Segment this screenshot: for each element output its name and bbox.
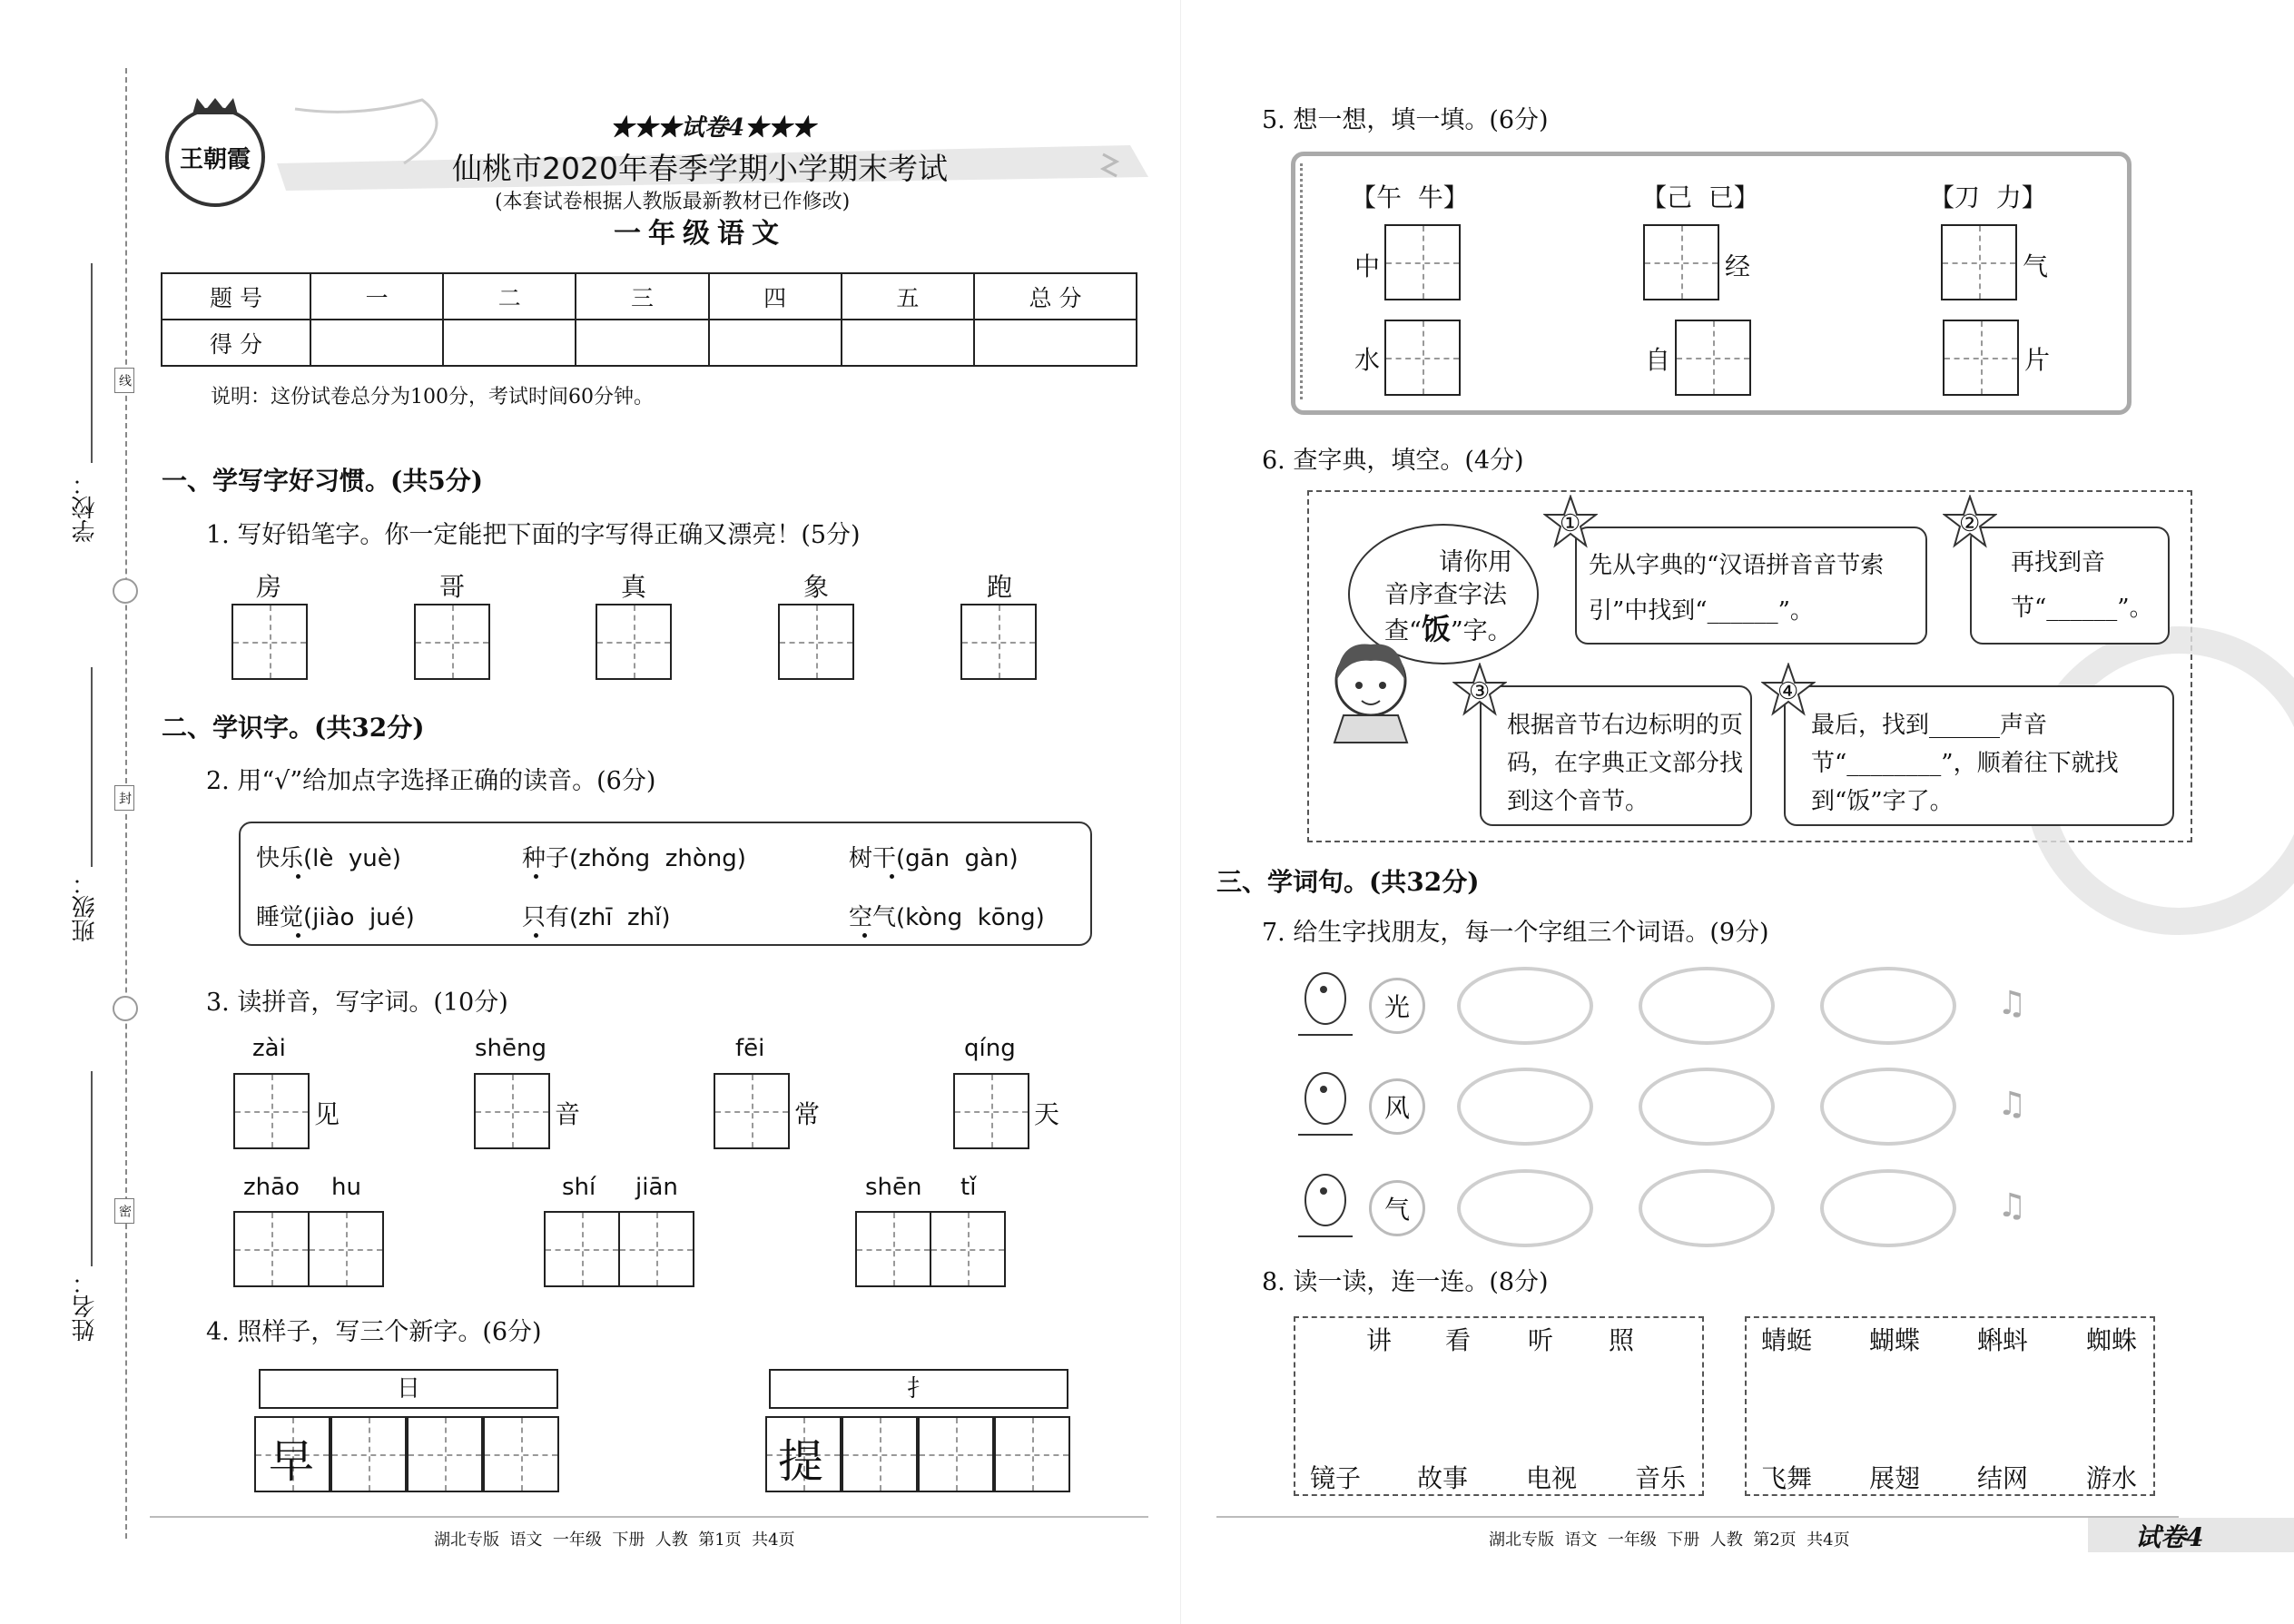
page-divider	[1180, 0, 1181, 1624]
q1-title: 1. 写好铅笔字。你一定能把下面的字写得正确又漂亮！(5分)	[206, 521, 861, 549]
binding-mark-line: 线	[114, 368, 134, 393]
q7-answer-oval[interactable]	[1820, 967, 1956, 1045]
step1-text: 先从字典的“汉语拼音音节索引”中找到“______”。	[1589, 552, 1885, 625]
bird-icon	[1289, 1164, 1362, 1245]
q3-word-part: 常	[794, 1099, 821, 1129]
q4-radical: 日	[396, 1375, 420, 1403]
q5-char: 中	[1354, 251, 1381, 281]
q3-writing-box[interactable]	[618, 1211, 694, 1287]
step2-num: ②	[1959, 510, 1981, 537]
q3-pinyin: hu	[331, 1174, 361, 1201]
q7-char: 光	[1369, 978, 1425, 1034]
q5-char: 自	[1645, 345, 1671, 375]
right-bottom-line	[1216, 1516, 2179, 1518]
q5-writing-box[interactable]	[1675, 320, 1751, 396]
score-input[interactable]	[310, 320, 443, 366]
emphasis-dot	[890, 874, 894, 879]
q2-item[interactable]: 空气(kòng kōng)	[849, 904, 1045, 931]
music-note-icon: ♫	[1997, 1187, 2027, 1225]
q3-pinyin: shēng	[475, 1035, 547, 1062]
logo	[165, 107, 265, 207]
q3-word-part: 见	[314, 1099, 340, 1129]
instructions: 说明：这份试卷总分为100分，考试时间60分钟。	[211, 386, 654, 408]
q1-writing-box[interactable]	[596, 604, 672, 680]
q3-pinyin: fēi	[735, 1035, 765, 1062]
q3-pinyin: zài	[252, 1035, 286, 1062]
score-value-row	[162, 320, 1137, 366]
school-line	[91, 263, 93, 463]
section1-title: 一、学写字好习惯。(共5分)	[162, 466, 483, 496]
q4-writing-box[interactable]	[407, 1416, 483, 1492]
step3-text: 根据音节右边标明的页码，在字典正文部分找到这个音节。	[1507, 712, 1744, 815]
emphasis-dot	[534, 874, 538, 879]
bubble-text-a: 查“	[1384, 617, 1422, 645]
binding-mark-secret: 密	[114, 1198, 134, 1224]
q8-word[interactable]: 听	[1528, 1325, 1554, 1355]
footer-left: 湖北专版 语文 一年级 下册 人教 第1页 共4页	[434, 1530, 795, 1550]
q8-word[interactable]: 镜子	[1310, 1463, 1362, 1493]
q2-item[interactable]: 快乐(lè yuè)	[256, 845, 401, 872]
q1-writing-box[interactable]	[414, 604, 490, 680]
bubble-text: 请你用	[1439, 548, 1512, 576]
q5-writing-box[interactable]	[1943, 320, 2019, 396]
score-input[interactable]	[443, 320, 576, 366]
q1-char: 真	[621, 572, 647, 602]
q3-writing-box[interactable]	[474, 1073, 550, 1149]
q8-word[interactable]: 蜘蛛	[2086, 1325, 2138, 1355]
girl-illustration	[1321, 635, 1421, 744]
q2-item[interactable]: 种子(zhǒng zhòng)	[522, 845, 746, 872]
q4-writing-box[interactable]	[330, 1416, 407, 1492]
q7-answer-oval[interactable]	[1639, 1068, 1775, 1146]
q3-pinyin: qíng	[964, 1035, 1016, 1062]
emphasis-dot	[534, 933, 538, 938]
q3-writing-box[interactable]	[714, 1073, 790, 1149]
q3-pinyin: shēn	[865, 1174, 922, 1201]
q7-answer-oval[interactable]	[1457, 1068, 1593, 1146]
q3-writing-box[interactable]	[233, 1073, 310, 1149]
q4-example-char: 提	[778, 1435, 823, 1488]
q5-char: 经	[1725, 251, 1751, 281]
music-note-icon: ♫	[1997, 1086, 2027, 1123]
q4-writing-box[interactable]	[918, 1416, 994, 1492]
q3-word-part: 音	[555, 1099, 581, 1129]
binding-mark-seal: 封	[114, 785, 134, 811]
q7-char: 气	[1369, 1180, 1425, 1236]
q8-word[interactable]: 故事	[1417, 1463, 1469, 1493]
q1-char: 跑	[987, 572, 1013, 602]
section3-title: 三、学词句。(共32分)	[1216, 867, 1480, 897]
q2-item[interactable]: 只有(zhī zhǐ)	[522, 904, 671, 931]
score-header-row	[162, 273, 1137, 320]
q4-radical-box	[769, 1369, 1068, 1409]
q2-title: 2. 用“√”给加点字选择正确的读音。(6分)	[206, 767, 656, 795]
emphasis-dot	[296, 874, 300, 879]
q4-writing-box[interactable]	[483, 1416, 559, 1492]
q7-answer-oval[interactable]	[1820, 1169, 1956, 1247]
q1-writing-box[interactable]	[231, 604, 308, 680]
q8-word[interactable]: 展翅	[1869, 1463, 1921, 1493]
q5-title: 5. 想一想，填一填。(6分)	[1262, 106, 1549, 134]
bubble-text: 音序查字法	[1384, 581, 1507, 609]
q4-radical: 扌	[906, 1375, 930, 1403]
q7-answer-oval[interactable]	[1639, 1169, 1775, 1247]
step2-text: 再找到音节“______”。	[2011, 549, 2153, 622]
q8-word[interactable]: 照	[1609, 1325, 1635, 1355]
q8-word[interactable]: 结网	[1977, 1463, 2029, 1493]
name-line	[91, 1071, 93, 1266]
q5-writing-box[interactable]	[1384, 224, 1461, 300]
q5-char: 水	[1354, 345, 1381, 375]
q7-answer-oval[interactable]	[1457, 1169, 1593, 1247]
step3-num: ③	[1469, 678, 1491, 705]
q6-title: 6. 查字典，填空。(4分)	[1262, 447, 1524, 475]
q5-spiral	[1300, 163, 1310, 399]
bird-icon	[1289, 1062, 1362, 1144]
q8-word[interactable]: 看	[1445, 1325, 1472, 1355]
q8-word[interactable]: 音乐	[1635, 1463, 1687, 1493]
emphasis-dot	[862, 933, 867, 938]
q1-char: 象	[803, 572, 830, 602]
q1-writing-box[interactable]	[960, 604, 1037, 680]
q8-word[interactable]: 飞舞	[1761, 1463, 1813, 1493]
q1-writing-box[interactable]	[778, 604, 854, 680]
binding-ornament-1	[113, 578, 138, 604]
q3-writing-box[interactable]	[953, 1073, 1029, 1149]
q8-word[interactable]: 游水	[2086, 1463, 2138, 1493]
q8-word[interactable]: 讲	[1366, 1325, 1393, 1355]
q3-pinyin: tǐ	[960, 1174, 977, 1201]
score-cell: 题 号	[162, 273, 310, 320]
q4-example-box	[254, 1416, 330, 1492]
q7-answer-oval[interactable]	[1820, 1068, 1956, 1146]
q7-answer-oval[interactable]	[1457, 967, 1593, 1045]
q7-char: 风	[1369, 1078, 1425, 1135]
score-cell: 二	[443, 273, 576, 320]
score-cell: 一	[310, 273, 443, 320]
q3-writing-box[interactable]	[233, 1211, 310, 1287]
bubble-text-b: ”字。	[1450, 617, 1512, 645]
q7-title: 7. 给生字找朋友，每一个字组三个词语。(9分)	[1262, 919, 1769, 947]
q8-word[interactable]: 电视	[1526, 1463, 1578, 1493]
score-cell: 得 分	[162, 320, 310, 366]
section2-title: 二、学识字。(共32分)	[162, 713, 425, 743]
q2-item[interactable]: 树干(gān gàn)	[849, 845, 1019, 872]
q1-char: 哥	[439, 572, 466, 602]
q3-writing-box[interactable]	[308, 1211, 384, 1287]
step4-text: 最后，找到______声音节“________”，顺着往下就找到“饭”字了。	[1811, 712, 2119, 815]
q3-writing-box[interactable]	[930, 1211, 1006, 1287]
q3-pinyin: shí	[562, 1174, 596, 1201]
q7-answer-oval[interactable]	[1639, 967, 1775, 1045]
q3-pinyin: jiān	[635, 1174, 678, 1201]
q3-pinyin: zhāo	[243, 1174, 300, 1201]
name-label: 姓名：	[72, 1271, 99, 1342]
q5-label: 【己 已】	[1641, 182, 1759, 212]
q5-char: 片	[2024, 345, 2051, 375]
q5-label: 【刀 力】	[1929, 182, 2047, 212]
q5-writing-box[interactable]	[1384, 320, 1461, 396]
score-cell: 三	[576, 273, 708, 320]
score-cell: 五	[842, 273, 974, 320]
q8-word[interactable]: 蝴蝶	[1869, 1325, 1921, 1355]
q3-word-part: 天	[1034, 1099, 1060, 1129]
school-label: 学校：	[72, 472, 99, 543]
emphasis-dot	[296, 933, 300, 938]
score-input[interactable]	[576, 320, 708, 366]
q2-item[interactable]: 睡觉(jiào jué)	[256, 904, 415, 931]
step1-num: ①	[1560, 510, 1581, 537]
score-cell: 总 分	[974, 273, 1137, 320]
score-input[interactable]	[842, 320, 974, 366]
q3-title: 3. 读拼音，写字词。(10分)	[206, 989, 508, 1017]
q1-char: 房	[256, 572, 282, 602]
left-bottom-line	[150, 1516, 1148, 1518]
q3-writing-box[interactable]	[544, 1211, 620, 1287]
class-line	[91, 667, 93, 867]
footer-tag: 试卷4	[2135, 1522, 2204, 1552]
subject-title: 一年级语文	[614, 218, 786, 250]
bird-icon	[1289, 962, 1362, 1044]
bubble-highlight-char: 饭	[1421, 612, 1451, 646]
q5-char: 气	[2023, 251, 2049, 281]
step4-num: ④	[1777, 678, 1799, 705]
q3-writing-box[interactable]	[855, 1211, 931, 1287]
score-input[interactable]	[709, 320, 842, 366]
score-cell: 四	[709, 273, 842, 320]
exam-title: 仙桃市2020年春季学期小学期末考试	[452, 151, 948, 186]
q5-writing-box[interactable]	[1643, 224, 1719, 300]
exam-note: (本套试卷根据人教版最新教材已作修改)	[495, 191, 851, 213]
q4-radical-box	[259, 1369, 558, 1409]
q4-writing-box[interactable]	[994, 1416, 1070, 1492]
q8-word[interactable]: 蝌蚪	[1977, 1325, 2029, 1355]
q4-writing-box[interactable]	[842, 1416, 918, 1492]
q4-example-box	[765, 1416, 842, 1492]
logo-text: 王朝霞	[179, 145, 251, 173]
binding-ornament-2	[113, 996, 138, 1021]
q8-word[interactable]: 蜻蜓	[1761, 1325, 1813, 1355]
score-input[interactable]	[974, 320, 1137, 366]
class-label: 班级：	[72, 871, 99, 942]
q4-title: 4. 照样子，写三个新字。(6分)	[206, 1318, 542, 1346]
exam-badge: ★★★试卷4★★★	[610, 114, 816, 142]
score-table	[161, 272, 1137, 367]
q5-label: 【午 牛】	[1351, 182, 1469, 212]
music-note-icon: ♫	[1997, 985, 2027, 1022]
q4-example-char: 早	[269, 1435, 314, 1488]
q5-writing-box[interactable]	[1941, 224, 2017, 300]
q8-title: 8. 读一读，连一连。(8分)	[1262, 1268, 1549, 1296]
footer-right: 湖北专版 语文 一年级 下册 人教 第2页 共4页	[1489, 1530, 1850, 1550]
